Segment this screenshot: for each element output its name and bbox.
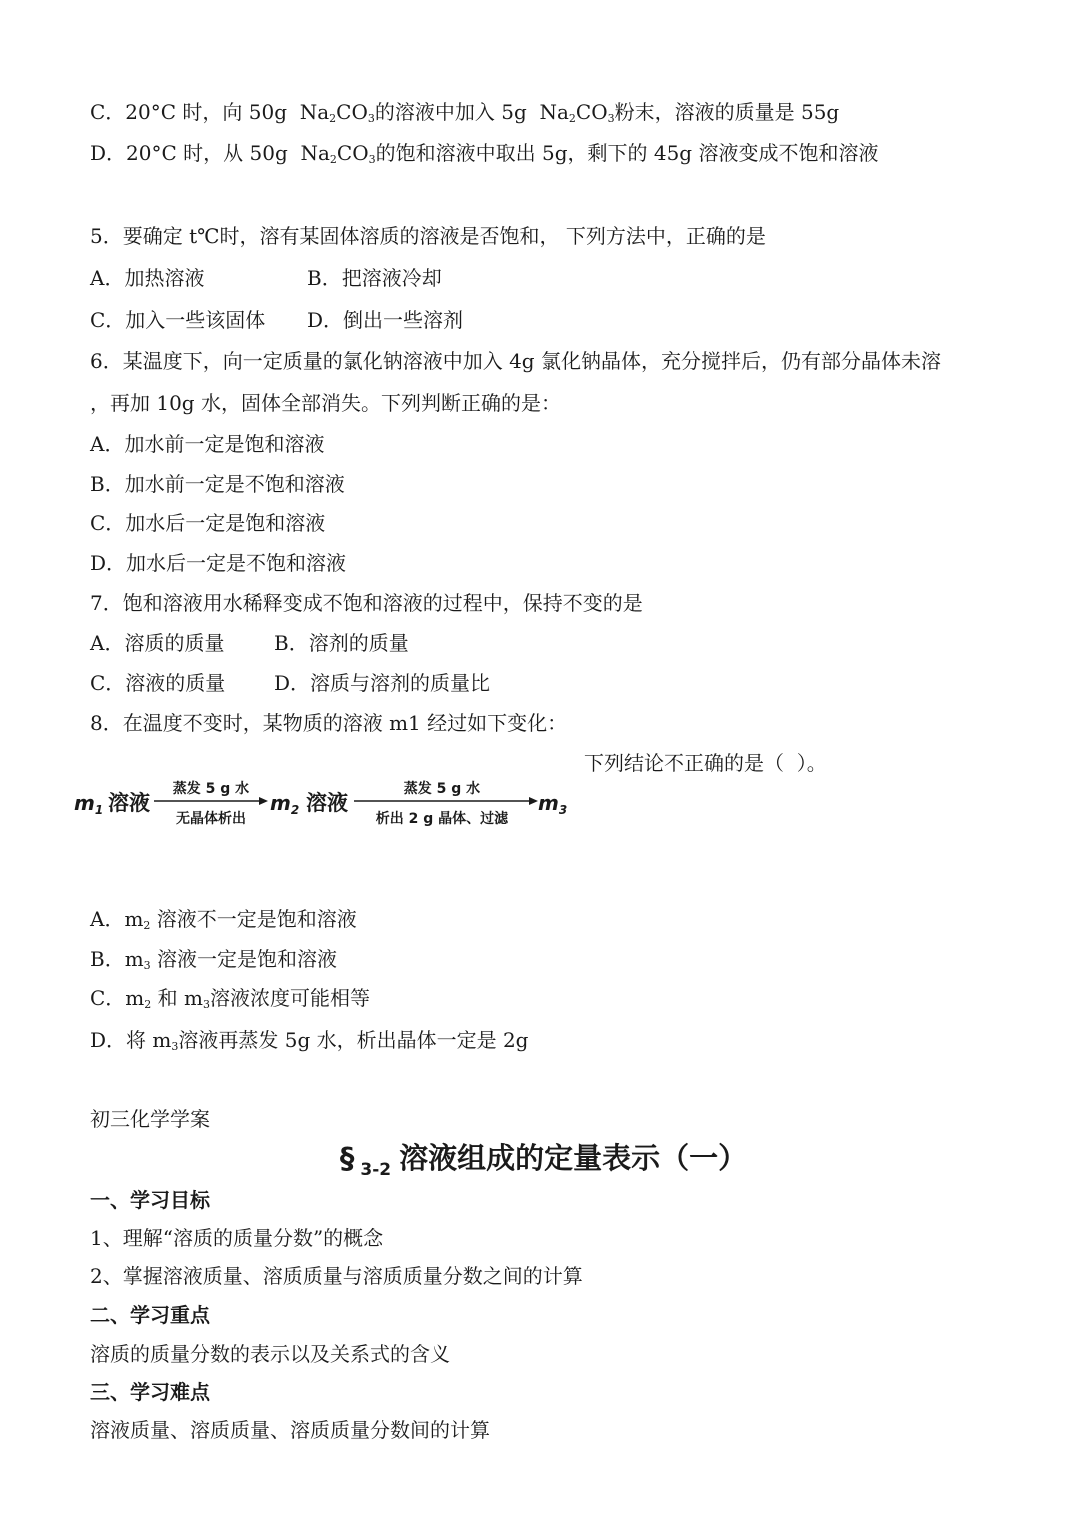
q7-option-a: A．溶质的质量	[90, 631, 225, 655]
diagram-arrowhead-2	[529, 797, 538, 805]
q4-option-c: C．20°C 时，向 50g $Na_2CO_3$的溶液中加入 5g $Na_2CO_3$粉末，溶液的质量是 55g	[90, 100, 840, 125]
q5-option-a: A．加热溶液	[90, 266, 205, 290]
q6-stem-line2: ，再加 10g 水，固体全部消失。下列判断正确的是：	[90, 391, 561, 415]
q6-option-a: A．加水前一定是饱和溶液	[90, 432, 325, 456]
key-points-text: 溶质的质量分数的表示以及关系式的含义	[90, 1342, 450, 1366]
q6-option-c: C．加水后一定是饱和溶液	[90, 511, 326, 535]
q8-option-b: B．$m_3$ 溶液一定是饱和溶液	[90, 947, 338, 972]
q8-process-diagram	[74, 772, 574, 834]
q4-option-d: D．20°C 时，从 50g $Na_2CO_3$的饱和溶液中取出 5g，剩下的 45g 溶液变成不饱和溶液	[90, 141, 879, 166]
diagram-step2-top: 蒸发 5 g 水	[403, 781, 481, 797]
q5-option-b: B．把溶液冷却	[307, 266, 442, 290]
q8-option-a: A．$m_2$ 溶液不一定是饱和溶液	[90, 907, 357, 932]
diagram-step1-top: 蒸发 5 g 水	[172, 781, 250, 797]
q7-stem: 7．饱和溶液用水稀释变成不饱和溶液的过程中，保持不变的是	[90, 591, 643, 615]
diagram-m1-label: $m_1$	[74, 791, 104, 817]
diagram-arrowhead-1	[259, 797, 268, 805]
q7-option-c: C．溶液的质量	[90, 671, 226, 695]
q8-question: 下列结论不正确的是（ ）。	[584, 751, 827, 775]
q6-option-d: D．加水后一定是不饱和溶液	[90, 551, 347, 575]
diagram-m3-label: $m_3$	[538, 791, 568, 817]
q8-option-d: D．将 $m_3$溶液再蒸发 5g 水，析出晶体一定是 2g	[90, 1028, 529, 1053]
q5-option-d: D．倒出一些溶剂	[307, 308, 464, 332]
q8-stem: 8．在温度不变时，某物质的溶液 m1 经过如下变化：	[90, 711, 568, 735]
diagram-step1-bottom: 无晶体析出	[176, 811, 246, 827]
difficulty-text: 溶液质量、溶质质量、溶质质量分数间的计算	[90, 1418, 490, 1442]
diagram-solution-label-1: 溶液	[108, 791, 150, 815]
diagram-solution-label-2: 溶液	[306, 791, 348, 815]
q7-option-d: D．溶质与溶剂的质量比	[274, 671, 491, 695]
difficulty-heading: 三、学习难点	[90, 1380, 210, 1404]
goal-item-2: 2、掌握溶液质量、溶质质量与溶质质量分数之间的计算	[90, 1264, 583, 1288]
diagram-step2-bottom: 析出 2 g 晶体、过滤	[375, 811, 509, 827]
section-title: § $_{3-2}$ 溶液组成的定量表示（一）	[339, 1141, 748, 1180]
course-label: 初三化学学案	[90, 1107, 210, 1131]
q5-stem: 5．要确定 t℃时，溶有某固体溶质的溶液是否饱和， 下列方法中，正确的是	[90, 224, 766, 248]
goals-heading: 一、学习目标	[90, 1188, 210, 1212]
q6-option-b: B．加水前一定是不饱和溶液	[90, 472, 345, 496]
q7-option-b: B．溶剂的质量	[274, 631, 409, 655]
key-points-heading: 二、学习重点	[90, 1303, 210, 1327]
goal-item-1: 1、理解“溶质的质量分数”的概念	[90, 1226, 384, 1250]
q6-stem-line1: 6．某温度下，向一定质量的氯化钠溶液中加入 4g 氯化钠晶体，充分搅拌后，仍有部分晶体未溶	[90, 349, 941, 373]
diagram-m2-label: $m_2$	[270, 791, 300, 817]
q5-option-c: C．加入一些该固体	[90, 308, 266, 332]
q8-option-c: C．$m_2$ 和 $m_3$溶液浓度可能相等	[90, 986, 370, 1011]
